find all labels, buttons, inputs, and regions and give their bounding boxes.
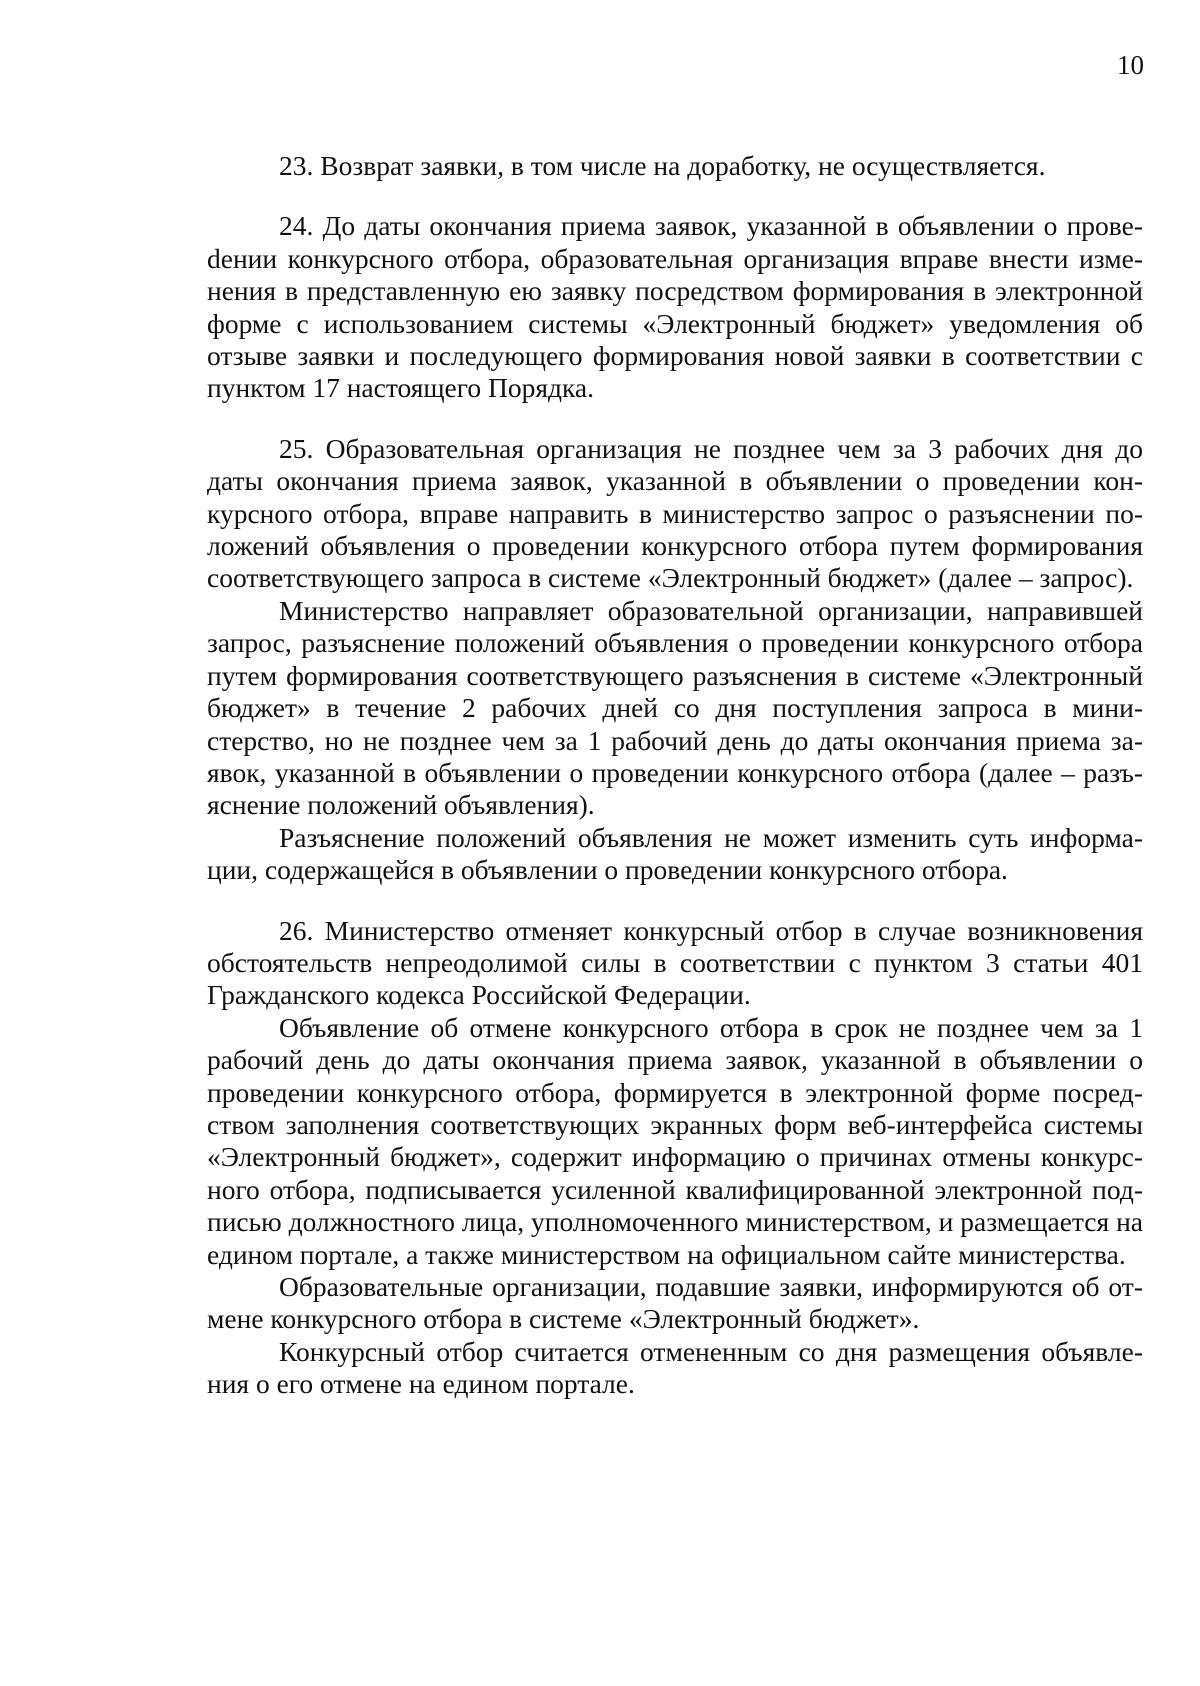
paragraph-24: 24. До даты окончания приема заявок, указанной в объявлении о провеdении конкурсного отбора, образовательная организация вправе внести изменения в представленную ею заявку посредством формирования в электронной форме с использованием системы «Электронный бюджет» уведомления об отзыве заявки и последующего формирования новой заявки в соответствии с пунктом 17 настоящего Порядка. [207,210,1143,404]
paragraph-26-part-2: Объявление об отмене конкурсного отбора в срок не позднее чем за 1 рабочий день до даты окончания приема заявок, указанной в объявлении о проведении конкурсного отбора, формируется в электронной форме посредством заполнения соответствующих экранных форм веб-интерфейса системы «Электронный бюджет», содержит информацию о причинах отмены конкурсного отбора, подписывается усиленной квалифицированной электронной подписью должностного лица, уполномоченного министерством, и размещается на едином портале, а также министерством на официальном сайте министерства. [207,1011,1143,1270]
paragraph-23: 23. Возврат заявки, в том числе на доработку, не осуществляется. [279,150,1046,181]
paragraph-26-part-3: Образовательные организации, подавшие заявки, информируются об отмене конкурсного отбора в системе «Электронный бюджет». [207,1271,1143,1335]
paragraph-25: 25. Образовательная организация не позднее чем за 3 рабочих дня до даты окончания приема заявок, указанной в объявлении о проведении конкурсного отбора, вправе направить в министерство запрос о разъяснении положений объявления о проведении конкурсного отбора путем формирования соответствующего запроса в системе «Электронный бюджет» (далее – запрос). [207,432,1143,594]
page-number: 10 [1117,50,1144,80]
paragraph-26-part-4: Конкурсный отбор считается отмененным со дня размещения объявления о его отмене на едином портале. [207,1335,1143,1400]
paragraph-25-part-2: Министерство направляет образовательной организации, направившей запрос, разъяснение положений объявления о проведении конкурсного отбора путем формирования соответствующего разъяснения в системе «Электронный бюджет» в течение 2 рабочих дней со дня поступления запроса в министерство, но не позднее чем за 1 рабочий день до даты окончания приема заявок, указанной в объявлении о проведении конкурсного отбора (далее – разъяснение положений объявления). [207,594,1143,821]
document-body [207,150,1143,1401]
paragraph-25-part-3: Разъяснение положений объявления не может изменить суть информации, содержащейся в объявлении о проведении конкурсного отбора. [207,821,1143,886]
paragraph-26: 26. Министерство отменяет конкурсный отбор в случае возникновения обстоятельств непреодолимой силы в соответствии с пунктом 3 статьи 401 Гражданского кодекса Российской Федерации. [207,914,1143,1011]
